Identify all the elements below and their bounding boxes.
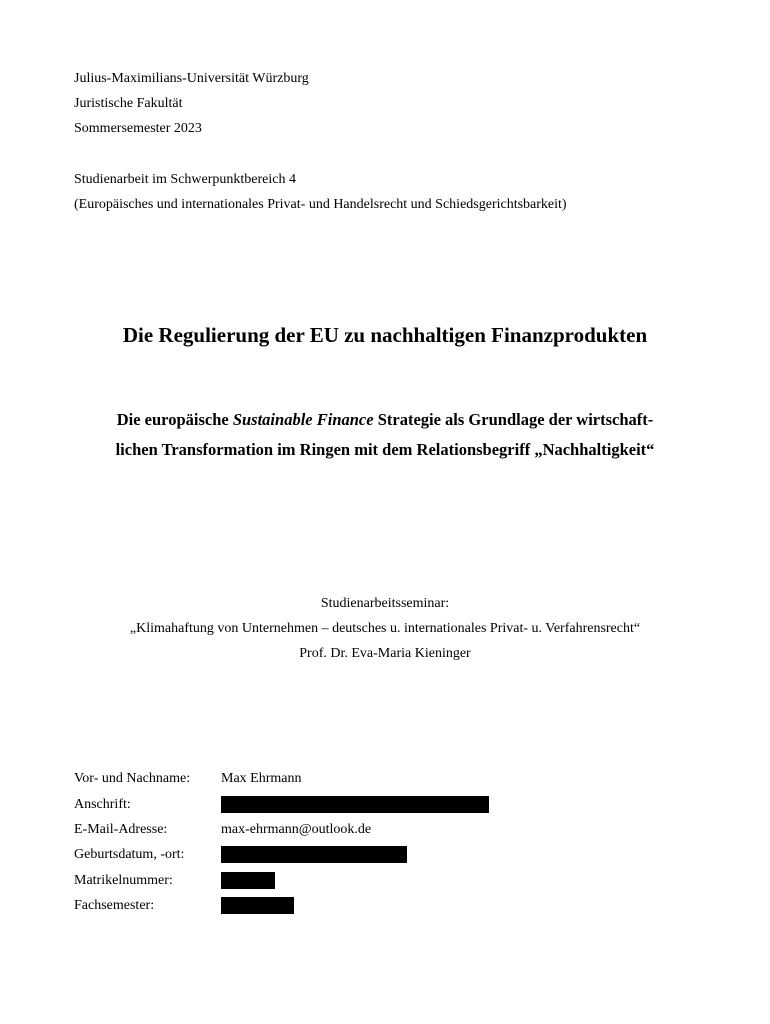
name-value: Max Ehrmann bbox=[221, 771, 302, 786]
seminar-name: „Klimahaftung von Unternehmen – deutsches u. internationales Privat- u. Verfahrensrecht“ bbox=[129, 621, 641, 636]
subtitle-part-2: Strategie als Grundlage der wirtschaft- bbox=[373, 410, 654, 429]
fachsemester-redaction bbox=[221, 897, 294, 914]
seminar-label: Studienarbeitsseminar: bbox=[320, 596, 450, 611]
university-name: Julius-Maximilians-Universität Würzburg bbox=[74, 71, 309, 86]
matrikel-label: Matrikelnummer: bbox=[74, 873, 173, 888]
email-label: E-Mail-Adresse: bbox=[74, 822, 168, 837]
address-label: Anschrift: bbox=[74, 797, 131, 812]
email-value: max-ehrmann@outlook.de bbox=[221, 822, 372, 837]
faculty-name: Juristische Fakultät bbox=[74, 96, 183, 111]
semester: Sommersemester 2023 bbox=[74, 121, 202, 136]
subtitle-part-1: Die europäische bbox=[116, 410, 233, 429]
thesis-subtitle-line-1 bbox=[0, 409, 770, 431]
thesis-title: Die Regulierung der EU zu nachhaltigen Finanzprodukten bbox=[122, 323, 648, 347]
fachsemester-label: Fachsemester: bbox=[74, 898, 155, 913]
matrikel-redaction bbox=[221, 872, 275, 889]
birth-label: Geburtsdatum, -ort: bbox=[74, 847, 185, 862]
thesis-subtitle-line-2: lichen Transformation im Ringen mit dem Relationsbegriff „Nachhaltigkeit“ bbox=[115, 440, 655, 459]
work-type: Studienarbeit im Schwerpunktbereich 4 bbox=[74, 172, 296, 187]
seminar-professor: Prof. Dr. Eva-Maria Kieninger bbox=[299, 646, 471, 661]
address-redaction bbox=[221, 796, 489, 813]
focus-area: (Europäisches und internationales Privat- und Handelsrecht und Schiedsgerichtsbarkeit) bbox=[74, 197, 567, 212]
subtitle-italic-term: Sustainable Finance bbox=[232, 410, 374, 429]
name-label: Vor- und Nachname: bbox=[74, 771, 191, 786]
birth-redaction bbox=[221, 846, 407, 863]
